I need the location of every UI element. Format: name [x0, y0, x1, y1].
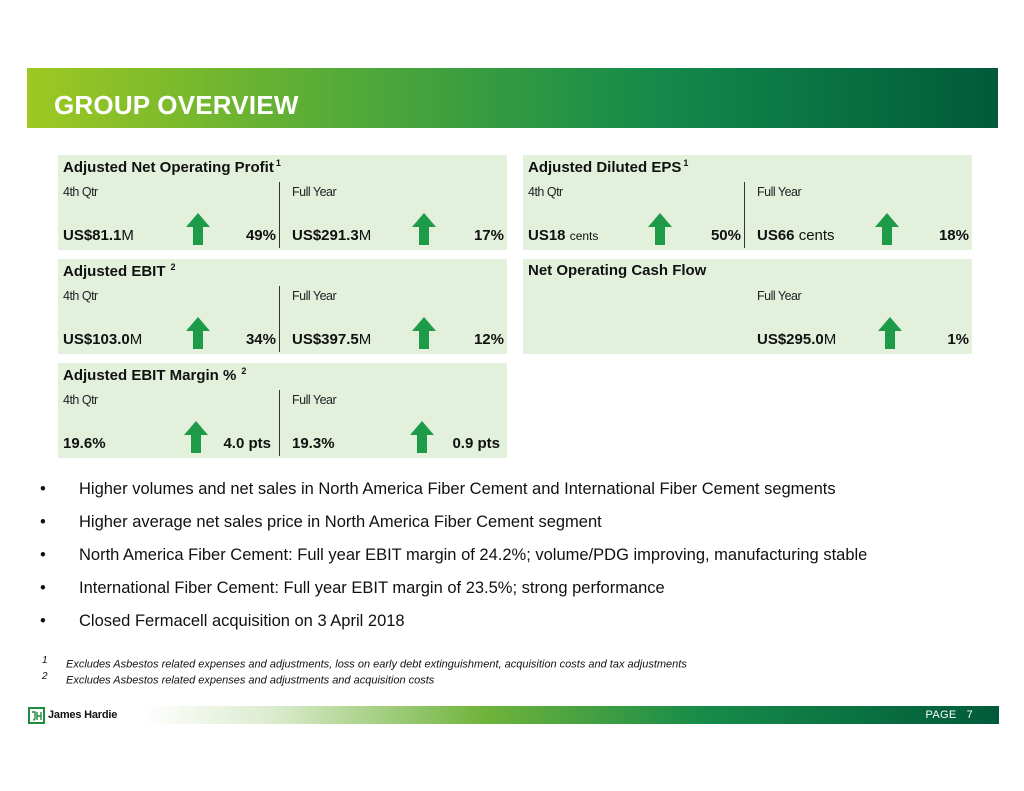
page-title: GROUP OVERVIEW [54, 90, 299, 120]
full-year-change: 18% [938, 227, 969, 244]
bullet-marker: • [40, 480, 46, 498]
panel-title: Adjusted EBIT Margin % $^2$ [63, 366, 247, 384]
panel-diluted-eps [523, 155, 972, 250]
full-year-label: Full Year [292, 185, 337, 199]
full-year-label: Full Year [292, 393, 337, 407]
list-item: • North America Fiber Cement: Full year EBIT margin of 24.2%; volume/PDG improving, manufacturing stable [40, 546, 868, 564]
full-year-label: Full Year [292, 289, 337, 303]
up-arrow-icon [186, 213, 210, 245]
full-year-change: 0.9 pts [452, 435, 500, 452]
panel-title: Net Operating Cash Flow [528, 262, 707, 279]
up-arrow-icon [184, 421, 208, 453]
quarter-label: 4th Qtr [63, 185, 98, 199]
quarter-value: US$81.1M [63, 227, 134, 244]
list-item: • Higher volumes and net sales in North America Fiber Cement and International Fiber Cement segments [40, 480, 836, 498]
company-logo [28, 705, 117, 725]
full-year-label: Full Year [757, 289, 802, 303]
bullet-marker: • [40, 612, 46, 630]
quarter-label: 4th Qtr [63, 289, 98, 303]
bullet-marker: • [40, 546, 46, 564]
panel-operating-cash-flow [523, 259, 972, 354]
full-year-change: 17% [473, 227, 504, 244]
logo-icon [28, 707, 45, 724]
quarter-value: US$103.0M [63, 331, 143, 348]
title-banner [27, 68, 998, 128]
full-year-value: 19.3% [292, 435, 335, 452]
full-year-change: 1% [947, 331, 969, 348]
footnote: 2 Excludes Asbestos related expenses and adjustments and acquisition costs [42, 671, 435, 687]
up-arrow-icon [875, 213, 899, 245]
page-number: PAGE 7 [925, 709, 973, 721]
up-arrow-icon [878, 317, 902, 349]
full-year-value: US66 cents [757, 227, 835, 244]
panel-ebit-margin [58, 363, 507, 458]
quarter-label: 4th Qtr [63, 393, 98, 407]
panel-adjusted-ebit [58, 259, 507, 354]
divider [279, 390, 280, 456]
bullet-marker: • [40, 513, 46, 531]
full-year-change: 12% [473, 331, 504, 348]
up-arrow-icon [648, 213, 672, 245]
full-year-value: US$291.3M [292, 227, 372, 244]
divider [744, 182, 745, 248]
up-arrow-icon [412, 317, 436, 349]
list-item: • Higher average net sales price in North America Fiber Cement segment [40, 513, 602, 531]
quarter-label: 4th Qtr [528, 185, 563, 199]
footer-bar [143, 706, 999, 724]
divider [279, 286, 280, 352]
bullet-list [40, 478, 1000, 643]
divider [279, 182, 280, 248]
bullet-marker: • [40, 579, 46, 597]
up-arrow-icon [410, 421, 434, 453]
full-year-value: US$295.0M [757, 331, 837, 348]
quarter-value: 19.6% [63, 435, 106, 452]
quarter-value: US18 cents [528, 227, 599, 244]
panel-net-operating-profit [58, 155, 507, 250]
full-year-label: Full Year [757, 185, 802, 199]
list-item: • Closed Fermacell acquisition on 3 April 2018 [40, 612, 405, 630]
panel-title: Adjusted Net Operating Profit $^1$ [63, 158, 281, 176]
panel-title: Adjusted Diluted EPS $^1$ [528, 158, 689, 176]
list-item: • International Fiber Cement: Full year EBIT margin of 23.5%; strong performance [40, 579, 665, 597]
up-arrow-icon [412, 213, 436, 245]
footnote: 1 Excludes Asbestos related expenses and adjustments, loss on early debt extinguishment, acquisition costs and tax adjustments [42, 655, 687, 671]
quarter-change: 49% [245, 227, 276, 244]
brand-name: James Hardie [48, 709, 118, 721]
panel-title: Adjusted EBIT $^2$ [63, 262, 176, 280]
full-year-value: US$397.5M [292, 331, 372, 348]
quarter-change: 34% [245, 331, 276, 348]
up-arrow-icon [186, 317, 210, 349]
quarter-change: 50% [710, 227, 741, 244]
quarter-change: 4.0 pts [223, 435, 271, 452]
